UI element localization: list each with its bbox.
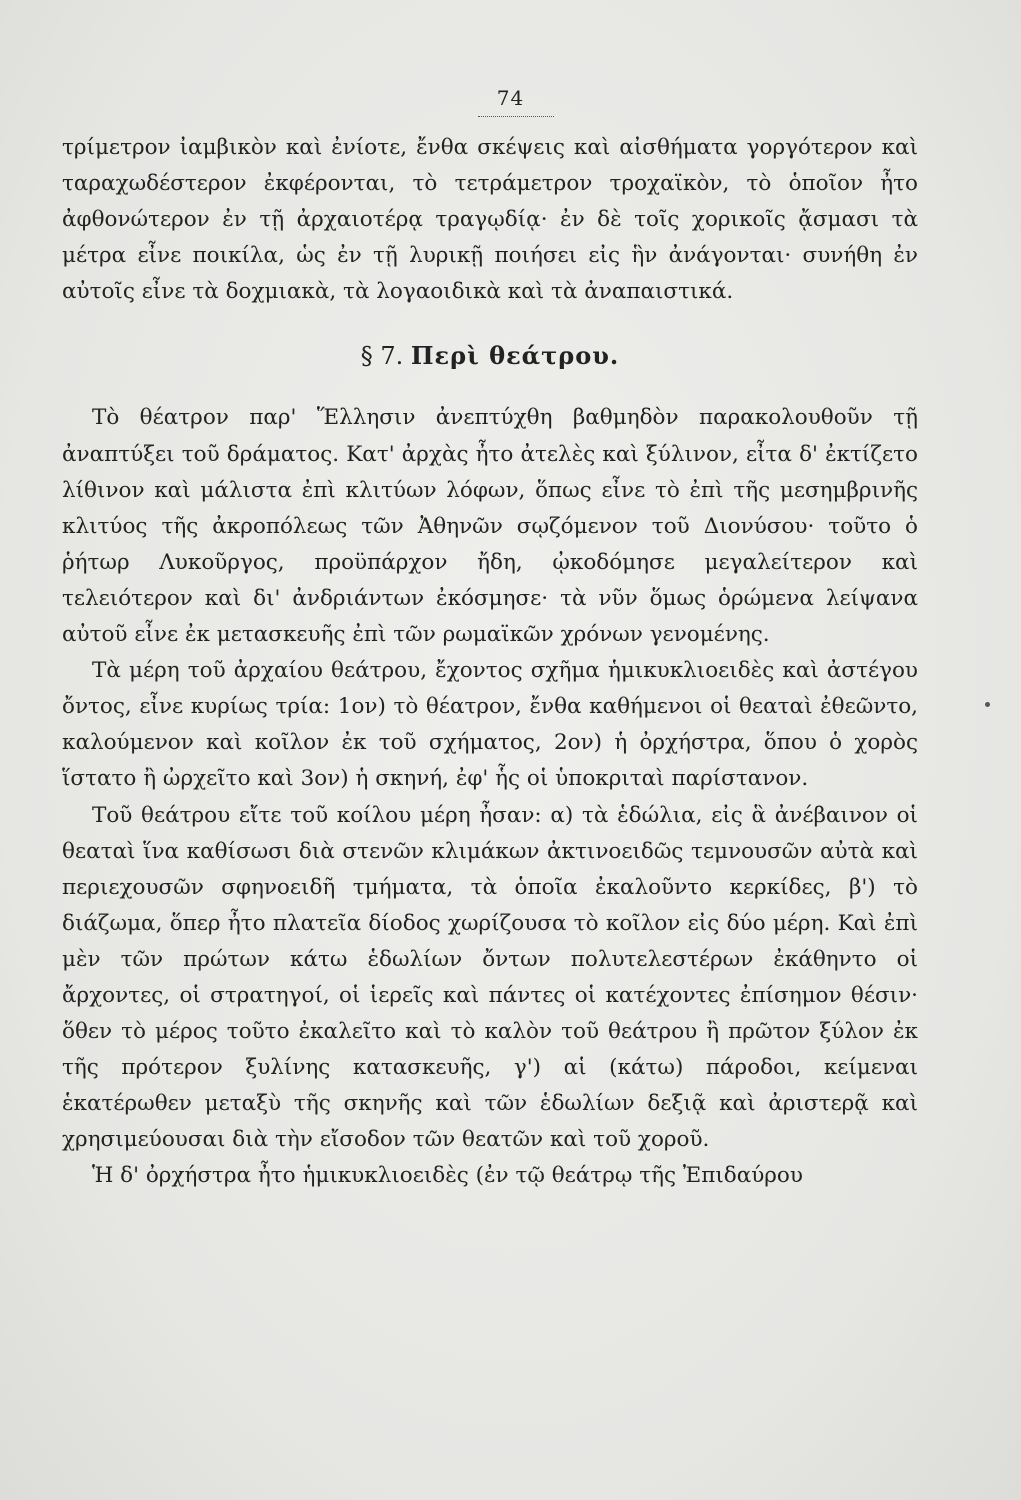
page-number: 74 (496, 86, 525, 110)
paragraph-1: τρίμετρον ἰαμβικὸν καὶ ἐνίοτε, ἔνθα σκέψεις καὶ αἰσθήματα γοργότερον καὶ ταραχωδέστερον ἐκφέρονται, τὸ τετράμετρον τροχαϊκὸν, τὸ ὁποῖον ἦτο ἀφθονώτερον ἐν τῇ ἀρχαιοτέρᾳ τραγῳδίᾳ· ἐν δὲ τοῖς χορικοῖς ᾄσμασι τὰ μέτρα εἶνε ποικίλα, ὡς ἐν τῇ λυρικῇ ποιήσει εἰς ἣν ἀνάγονται· συνήθη ἐν αὐτοῖς εἶνε τὰ δοχμιακὰ, τὰ λογαοιδικὰ καὶ τὰ ἀναπαιστικά. (62, 135, 918, 305)
paragraph-3: Τὰ μέρη τοῦ ἀρχαίου θεάτρου, ἔχοντος σχῆμα ἡμικυκλιοειδὲς καὶ ἀστέγου ὄντος, εἶνε κυρίως τρία: 1ον) τὸ θέατρον, ἔνθα καθήμενοι οἱ θεαταὶ ἐθεῶντο, καλούμενον καὶ κοῖλον ἐκ τοῦ σχήματος, 2ον) ἡ ὀρχήστρα, ὅπου ὁ χορὸς ἵστατο ἢ ὠρχεῖτο καὶ 3ον) ἡ σκηνή, ἐφ' ἧς οἱ ὑποκριταὶ παρίστανον. (62, 658, 918, 792)
paragraph-4: Τοῦ θεάτρου εἴτε τοῦ κοίλου μέρη ἦσαν: α) τὰ ἑδώλια, εἰς ἃ ἀνέβαινον οἱ θεαταὶ ἵνα καθίσωσι διὰ στενῶν κλιμάκων ἀκτινοειδῶς τεμνουσῶν αὐτὰ καὶ περιεχουσῶν σφηνοειδῆ τμήματα, τὰ ὁποῖα ἐκαλοῦντο κερκίδες, β') τὸ διάζωμα, ὅπερ ἦτο πλατεῖα δίοδος χωρίζουσα τὸ κοῖλον εἰς δύο μέρη. Καὶ ἐπὶ μὲν τῶν πρώτων κάτω ἑδωλίων ὄντων πολυτελεστέρων ἐκάθηντο οἱ ἄρχοντες, οἱ στρατηγοί, οἱ ἱερεῖς καὶ πάντες οἱ κατέχοντες ἐπίσημον θέσιν· ὅθεν τὸ μέρος τοῦτο ἐκαλεῖτο καὶ τὸ καλὸν τοῦ θεάτρου ἢ πρῶτον ξύλον ἐκ τῆς πρότερον ξυλίνης κατασκευῆς, γ') αἱ (κάτω) πάροδοι, κείμεναι ἑκατέρωθεν μεταξὺ τῆς σκηνῆς καὶ τῶν ἑδωλίων δεξιᾷ καὶ ἀριστερᾷ καὶ χρησιμεύουσαι διὰ τὴν εἴσοδον τῶν θεατῶν καὶ τοῦ χοροῦ. (62, 802, 918, 1153)
body-text (62, 130, 918, 1195)
page-number-rule (478, 116, 554, 117)
section-mark: § 7. (360, 342, 404, 371)
section-heading (62, 338, 918, 374)
section-title: Περὶ θεάτρου. (410, 341, 620, 371)
margin-mark (985, 702, 990, 707)
paragraph-5: Ἡ δ' ὀρχήστρα ἦτο ἡμικυκλιοειδὲς (ἐν τῷ θεάτρῳ τῆς Ἐπιδαύρου (92, 1163, 803, 1189)
paragraph-2: Τὸ θέατρον παρ' Ἕλλησιν ἀνεπτύχθη βαθμηδὸν παρακολουθοῦν τῇ ἀναπτύξει τοῦ δράματος. Κατ' ἀρχὰς ἦτο ἀτελὲς καὶ ξύλινον, εἶτα δ' ἐκτίζετο λίθινον καὶ μάλιστα ἐπὶ κλιτύων λόφων, ὅπως εἶνε τὸ ἐπὶ τῆς μεσημβρινῆς κλιτύος τῆς ἀκροπόλεως τῶν Ἀθηνῶν σῳζόμενον τοῦ Διονύσου· τοῦτο ὁ ῥήτωρ Λυκοῦργος, προϋπάρχον ἤδη, ᾠκοδόμησε μεγαλείτερον καὶ τελειότερον καὶ δι' ἀνδριάντων ἐκόσμησε· τὰ νῦν ὅμως ὁρώμενα λείψανα αὐτοῦ εἶνε ἐκ μετασκευῆς ἐπὶ τῶν ρωμαϊκῶν χρόνων γενομένης. (62, 405, 918, 648)
